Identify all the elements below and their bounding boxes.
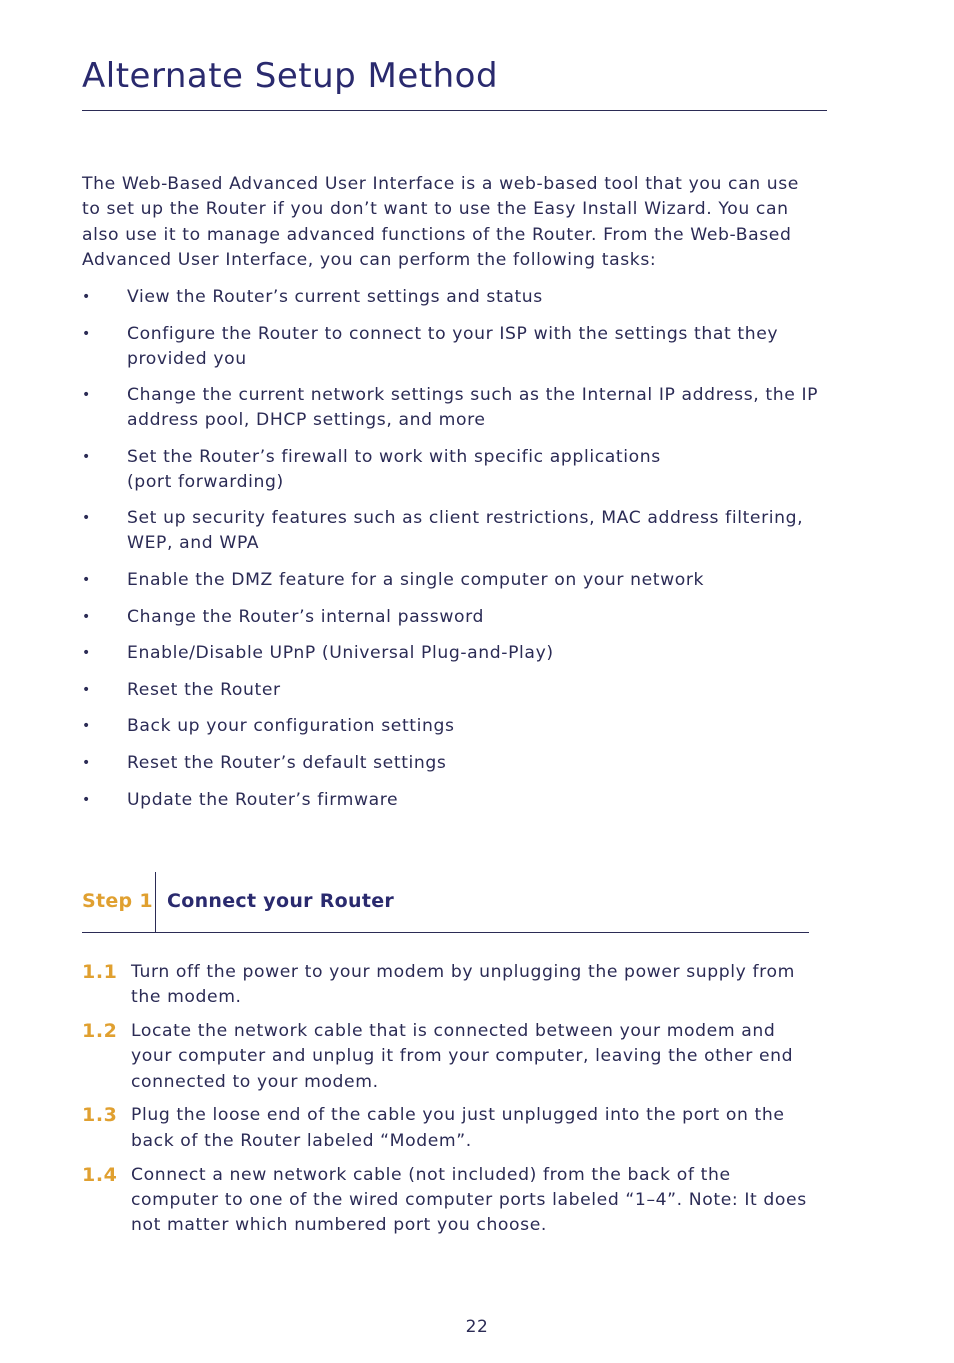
substep-number: 1.1 [82, 961, 118, 983]
substep-text: Turn off the power to your modem by unplugging the power supply from the modem. [131, 962, 795, 1008]
list-item [82, 641, 822, 666]
bullet: • [82, 645, 91, 662]
list-item [82, 568, 822, 593]
substep-item [82, 960, 817, 1011]
substep-number: 1.2 [82, 1020, 118, 1043]
bullet: • [82, 571, 91, 588]
list-item [82, 445, 822, 495]
substep-item [82, 1019, 817, 1095]
list-item [82, 383, 822, 433]
title-divider [82, 110, 827, 111]
bullet: • [82, 681, 91, 698]
substep-number: 1.3 [82, 1104, 118, 1127]
bullet: • [82, 387, 91, 404]
bullet: • [82, 289, 91, 305]
list-item-text: Set up security features such as client restrictions, MAC address filtering, WEP, and WPA [127, 508, 804, 554]
bullet: • [82, 608, 91, 625]
bullet: • [82, 448, 91, 465]
step-divider [155, 872, 156, 932]
page-title: Alternate Setup Method [82, 56, 499, 96]
bullet: • [82, 510, 91, 527]
list-item [82, 322, 822, 372]
list-item [82, 678, 822, 703]
substep-text: Plug the loose end of the cable you just unplugged into the port on the back of the Router labeled “Modem”. [131, 1105, 785, 1151]
list-item-text: Enable/Disable UPnP (Universal Plug-and-Play) [127, 643, 554, 664]
list-item-text: Change the Router’s internal password [127, 606, 484, 627]
substep-list [82, 960, 817, 1247]
step-title: Connect your Router [167, 890, 395, 912]
substep-text: Locate the network cable that is connected between your modem and your computer and unplug it from your computer, leaving the other end connected to your modem. [131, 1021, 794, 1092]
list-item [82, 605, 822, 630]
list-item-text: Reset the Router’s default settings [127, 752, 447, 773]
intro-paragraph: The Web-Based Advanced User Interface is a web-based tool that you can use to set up the Router if you don’t want to use the Easy Install Wizard. You can also use it to manage advanced functions of the Router. From the Web-Based Advanced User Interface, you can perform the following tasks: [82, 174, 799, 270]
list-item-text: View the Router’s current settings and status [127, 287, 543, 307]
bullet: • [82, 791, 91, 808]
list-item-text: Reset the Router [127, 679, 281, 700]
list-item-text: Enable the DMZ feature for a single computer on your network [127, 569, 705, 590]
step-label: Step 1 [82, 890, 153, 912]
bullet: • [82, 754, 91, 771]
step-header [82, 872, 809, 933]
bullet: • [82, 718, 91, 735]
list-item [82, 714, 822, 739]
list-item [82, 788, 822, 813]
list-item-text: Update the Router’s firmware [127, 789, 399, 810]
substep-item [82, 1163, 817, 1239]
substep-item [82, 1103, 817, 1154]
list-item-text: Back up your configuration settings [127, 716, 455, 737]
page-number: 22 [465, 1317, 489, 1337]
task-list [82, 285, 822, 824]
list-item [82, 506, 822, 556]
list-item [82, 751, 822, 776]
list-item [82, 285, 822, 310]
list-item-text: Configure the Router to connect to your ISP with the settings that they provided you [127, 323, 779, 369]
substep-number: 1.4 [82, 1163, 118, 1186]
list-item-text: Set the Router’s firewall to work with specific applications (port forwarding) [127, 446, 661, 492]
substep-text: Connect a new network cable (not included) from the back of the computer to one of the wired computer ports labeled “1–4”. Note: It does not matter which numbered port you choose. [131, 1164, 807, 1236]
list-item-text: Change the current network settings such as the Internal IP address, the IP address pool, DHCP settings, and more [127, 385, 819, 431]
bullet: • [82, 325, 91, 342]
